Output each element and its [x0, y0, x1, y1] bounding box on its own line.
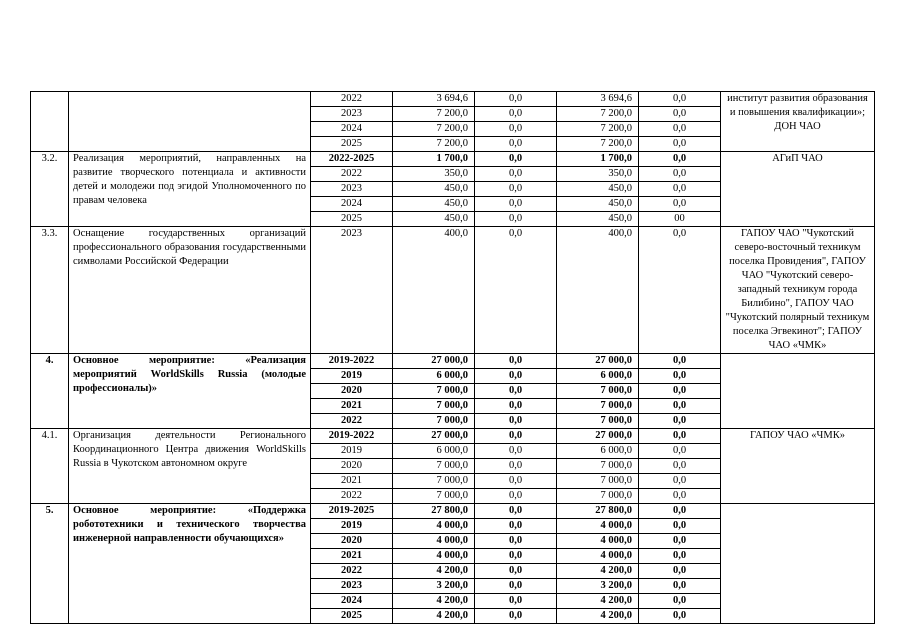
row-number-cell: 3.3. — [31, 227, 69, 354]
other-sources-cell: 0,0 — [639, 167, 721, 182]
other-sources-cell: 0,0 — [639, 609, 721, 624]
total-amount-cell: 7 000,0 — [393, 414, 475, 429]
total-amount-cell: 7 200,0 — [393, 107, 475, 122]
table-row — [31, 504, 875, 519]
okrug-budget-cell: 7 000,0 — [557, 474, 639, 489]
year-cell: 2019-2022 — [311, 429, 393, 444]
federal-budget-cell: 0,0 — [475, 474, 557, 489]
total-amount-cell: 7 200,0 — [393, 122, 475, 137]
other-sources-cell: 0,0 — [639, 152, 721, 167]
total-amount-cell: 400,0 — [393, 227, 475, 354]
okrug-budget-cell: 4 000,0 — [557, 519, 639, 534]
federal-budget-cell: 0,0 — [475, 384, 557, 399]
federal-budget-cell: 0,0 — [475, 227, 557, 354]
federal-budget-cell: 0,0 — [475, 549, 557, 564]
federal-budget-cell: 0,0 — [475, 444, 557, 459]
row-number-cell: 4. — [31, 354, 69, 429]
okrug-budget-cell: 4 000,0 — [557, 534, 639, 549]
okrug-budget-cell: 4 200,0 — [557, 564, 639, 579]
year-cell: 2019-2022 — [311, 354, 393, 369]
federal-budget-cell: 0,0 — [475, 152, 557, 167]
okrug-budget-cell: 450,0 — [557, 212, 639, 227]
okrug-budget-cell: 7 000,0 — [557, 399, 639, 414]
other-sources-cell: 0,0 — [639, 564, 721, 579]
federal-budget-cell: 0,0 — [475, 167, 557, 182]
federal-budget-cell: 0,0 — [475, 182, 557, 197]
other-sources-cell: 0,0 — [639, 594, 721, 609]
total-amount-cell: 450,0 — [393, 212, 475, 227]
other-sources-cell: 0,0 — [639, 399, 721, 414]
other-sources-cell: 0,0 — [639, 92, 721, 107]
year-cell: 2023 — [311, 107, 393, 122]
other-sources-cell: 0,0 — [639, 519, 721, 534]
total-amount-cell: 4 000,0 — [393, 549, 475, 564]
executor-cell — [721, 504, 875, 624]
okrug-budget-cell: 7 000,0 — [557, 384, 639, 399]
okrug-budget-cell: 3 694,6 — [557, 92, 639, 107]
year-cell: 2024 — [311, 122, 393, 137]
total-amount-cell: 4 200,0 — [393, 609, 475, 624]
year-cell: 2021 — [311, 399, 393, 414]
federal-budget-cell: 0,0 — [475, 399, 557, 414]
other-sources-cell: 0,0 — [639, 459, 721, 474]
total-amount-cell: 4 000,0 — [393, 519, 475, 534]
total-amount-cell: 6 000,0 — [393, 444, 475, 459]
year-cell: 2024 — [311, 197, 393, 212]
row-number-cell — [31, 92, 69, 152]
federal-budget-cell: 0,0 — [475, 197, 557, 212]
year-cell: 2019 — [311, 369, 393, 384]
federal-budget-cell: 0,0 — [475, 519, 557, 534]
total-amount-cell: 1 700,0 — [393, 152, 475, 167]
federal-budget-cell: 0,0 — [475, 429, 557, 444]
okrug-budget-cell: 450,0 — [557, 197, 639, 212]
year-cell: 2023 — [311, 579, 393, 594]
total-amount-cell: 4 000,0 — [393, 534, 475, 549]
year-cell: 2025 — [311, 212, 393, 227]
federal-budget-cell: 0,0 — [475, 609, 557, 624]
other-sources-cell: 0,0 — [639, 414, 721, 429]
federal-budget-cell: 0,0 — [475, 414, 557, 429]
okrug-budget-cell: 4 200,0 — [557, 609, 639, 624]
total-amount-cell: 27 800,0 — [393, 504, 475, 519]
total-amount-cell: 7 000,0 — [393, 474, 475, 489]
activity-description-cell: Реализация мероприятий, направленных на развитие творческого потенциала и активности детей и молодежи под эгидой Уполномоченного по правам человека — [69, 152, 311, 227]
federal-budget-cell: 0,0 — [475, 122, 557, 137]
total-amount-cell: 7 000,0 — [393, 399, 475, 414]
row-number-cell: 3.2. — [31, 152, 69, 227]
table-row — [31, 152, 875, 167]
year-cell: 2022 — [311, 92, 393, 107]
federal-budget-cell: 0,0 — [475, 564, 557, 579]
executor-cell: ГАПОУ ЧАО "Чукотский северо-восточный техникум поселка Провидения", ГАПОУ ЧАО "Чукотский северо-западный техникум города Билибино", ГАПОУ ЧАО "Чукотский полярный техникум поселка Эгвекинот"; ГАПОУ ЧАО «ЧМК» — [721, 227, 875, 354]
other-sources-cell: 0,0 — [639, 504, 721, 519]
total-amount-cell: 7 000,0 — [393, 384, 475, 399]
okrug-budget-cell: 400,0 — [557, 227, 639, 354]
table-row — [31, 429, 875, 444]
table-row — [31, 354, 875, 369]
okrug-budget-cell: 7 000,0 — [557, 489, 639, 504]
year-cell: 2019 — [311, 519, 393, 534]
federal-budget-cell: 0,0 — [475, 459, 557, 474]
table-row — [31, 227, 875, 354]
total-amount-cell: 7 000,0 — [393, 459, 475, 474]
other-sources-cell: 0,0 — [639, 137, 721, 152]
federal-budget-cell: 0,0 — [475, 354, 557, 369]
other-sources-cell: 0,0 — [639, 369, 721, 384]
federal-budget-cell: 0,0 — [475, 369, 557, 384]
year-cell: 2025 — [311, 137, 393, 152]
year-cell: 2020 — [311, 384, 393, 399]
year-cell: 2020 — [311, 459, 393, 474]
okrug-budget-cell: 7 000,0 — [557, 414, 639, 429]
okrug-budget-cell: 4 000,0 — [557, 549, 639, 564]
okrug-budget-cell: 7 200,0 — [557, 137, 639, 152]
total-amount-cell: 450,0 — [393, 182, 475, 197]
okrug-budget-cell: 27 000,0 — [557, 429, 639, 444]
okrug-budget-cell: 27 000,0 — [557, 354, 639, 369]
okrug-budget-cell: 350,0 — [557, 167, 639, 182]
row-number-cell: 5. — [31, 504, 69, 624]
year-cell: 2023 — [311, 227, 393, 354]
year-cell: 2020 — [311, 534, 393, 549]
activity-description-cell: Оснащение государственных организаций профессионального образования государственными символами Российской Федерации — [69, 227, 311, 354]
year-cell: 2022 — [311, 414, 393, 429]
federal-budget-cell: 0,0 — [475, 489, 557, 504]
okrug-budget-cell: 4 200,0 — [557, 594, 639, 609]
federal-budget-cell: 0,0 — [475, 212, 557, 227]
total-amount-cell: 4 200,0 — [393, 564, 475, 579]
other-sources-cell: 0,0 — [639, 489, 721, 504]
okrug-budget-cell: 3 200,0 — [557, 579, 639, 594]
total-amount-cell: 3 694,6 — [393, 92, 475, 107]
other-sources-cell: 0,0 — [639, 474, 721, 489]
year-cell: 2022 — [311, 489, 393, 504]
total-amount-cell: 450,0 — [393, 197, 475, 212]
total-amount-cell: 350,0 — [393, 167, 475, 182]
total-amount-cell: 7 000,0 — [393, 489, 475, 504]
other-sources-cell: 0,0 — [639, 579, 721, 594]
program-table — [30, 91, 875, 624]
year-cell: 2021 — [311, 549, 393, 564]
executor-cell — [721, 354, 875, 429]
total-amount-cell: 3 200,0 — [393, 579, 475, 594]
executor-cell: институт развития образования и повышения квалификации»; ДОН ЧАО — [721, 92, 875, 152]
federal-budget-cell: 0,0 — [475, 534, 557, 549]
other-sources-cell: 0,0 — [639, 354, 721, 369]
executor-cell: ГАПОУ ЧАО «ЧМК» — [721, 429, 875, 504]
other-sources-cell: 0,0 — [639, 549, 721, 564]
year-cell: 2019-2025 — [311, 504, 393, 519]
total-amount-cell: 27 000,0 — [393, 429, 475, 444]
okrug-budget-cell: 7 200,0 — [557, 107, 639, 122]
okrug-budget-cell: 450,0 — [557, 182, 639, 197]
year-cell: 2022-2025 — [311, 152, 393, 167]
year-cell: 2019 — [311, 444, 393, 459]
federal-budget-cell: 0,0 — [475, 107, 557, 122]
year-cell: 2025 — [311, 609, 393, 624]
year-cell: 2024 — [311, 594, 393, 609]
okrug-budget-cell: 6 000,0 — [557, 369, 639, 384]
total-amount-cell: 27 000,0 — [393, 354, 475, 369]
table-body — [31, 92, 875, 624]
year-cell: 2021 — [311, 474, 393, 489]
federal-budget-cell: 0,0 — [475, 594, 557, 609]
other-sources-cell: 0,0 — [639, 197, 721, 212]
activity-description-cell: Основное мероприятие: «Реализация мероприятий WorldSkills Russia (молодые профессионалы)» — [69, 354, 311, 429]
other-sources-cell: 0,0 — [639, 384, 721, 399]
okrug-budget-cell: 7 000,0 — [557, 459, 639, 474]
table-row — [31, 92, 875, 107]
okrug-budget-cell: 7 200,0 — [557, 122, 639, 137]
year-cell: 2023 — [311, 182, 393, 197]
federal-budget-cell: 0,0 — [475, 579, 557, 594]
total-amount-cell: 6 000,0 — [393, 369, 475, 384]
other-sources-cell: 0,0 — [639, 429, 721, 444]
other-sources-cell: 0,0 — [639, 182, 721, 197]
row-number-cell: 4.1. — [31, 429, 69, 504]
other-sources-cell: 0,0 — [639, 107, 721, 122]
year-cell: 2022 — [311, 564, 393, 579]
federal-budget-cell: 0,0 — [475, 92, 557, 107]
activity-description-cell: Основное мероприятие: «Поддержка робототехники и технического творчества инженерной направленности обучающихся» — [69, 504, 311, 624]
total-amount-cell: 7 200,0 — [393, 137, 475, 152]
other-sources-cell: 0,0 — [639, 122, 721, 137]
okrug-budget-cell: 6 000,0 — [557, 444, 639, 459]
other-sources-cell: 0,0 — [639, 444, 721, 459]
other-sources-cell: 0,0 — [639, 227, 721, 354]
activity-description-cell — [69, 92, 311, 152]
total-amount-cell: 4 200,0 — [393, 594, 475, 609]
okrug-budget-cell: 27 800,0 — [557, 504, 639, 519]
federal-budget-cell: 0,0 — [475, 137, 557, 152]
federal-budget-cell: 0,0 — [475, 504, 557, 519]
executor-cell: АГиП ЧАО — [721, 152, 875, 227]
year-cell: 2022 — [311, 167, 393, 182]
other-sources-cell: 0,0 — [639, 534, 721, 549]
okrug-budget-cell: 1 700,0 — [557, 152, 639, 167]
other-sources-cell: 00 — [639, 212, 721, 227]
activity-description-cell: Организация деятельности Регионального Координационного Центра движения WorldSkills Russia в Чукотском автономном округе — [69, 429, 311, 504]
